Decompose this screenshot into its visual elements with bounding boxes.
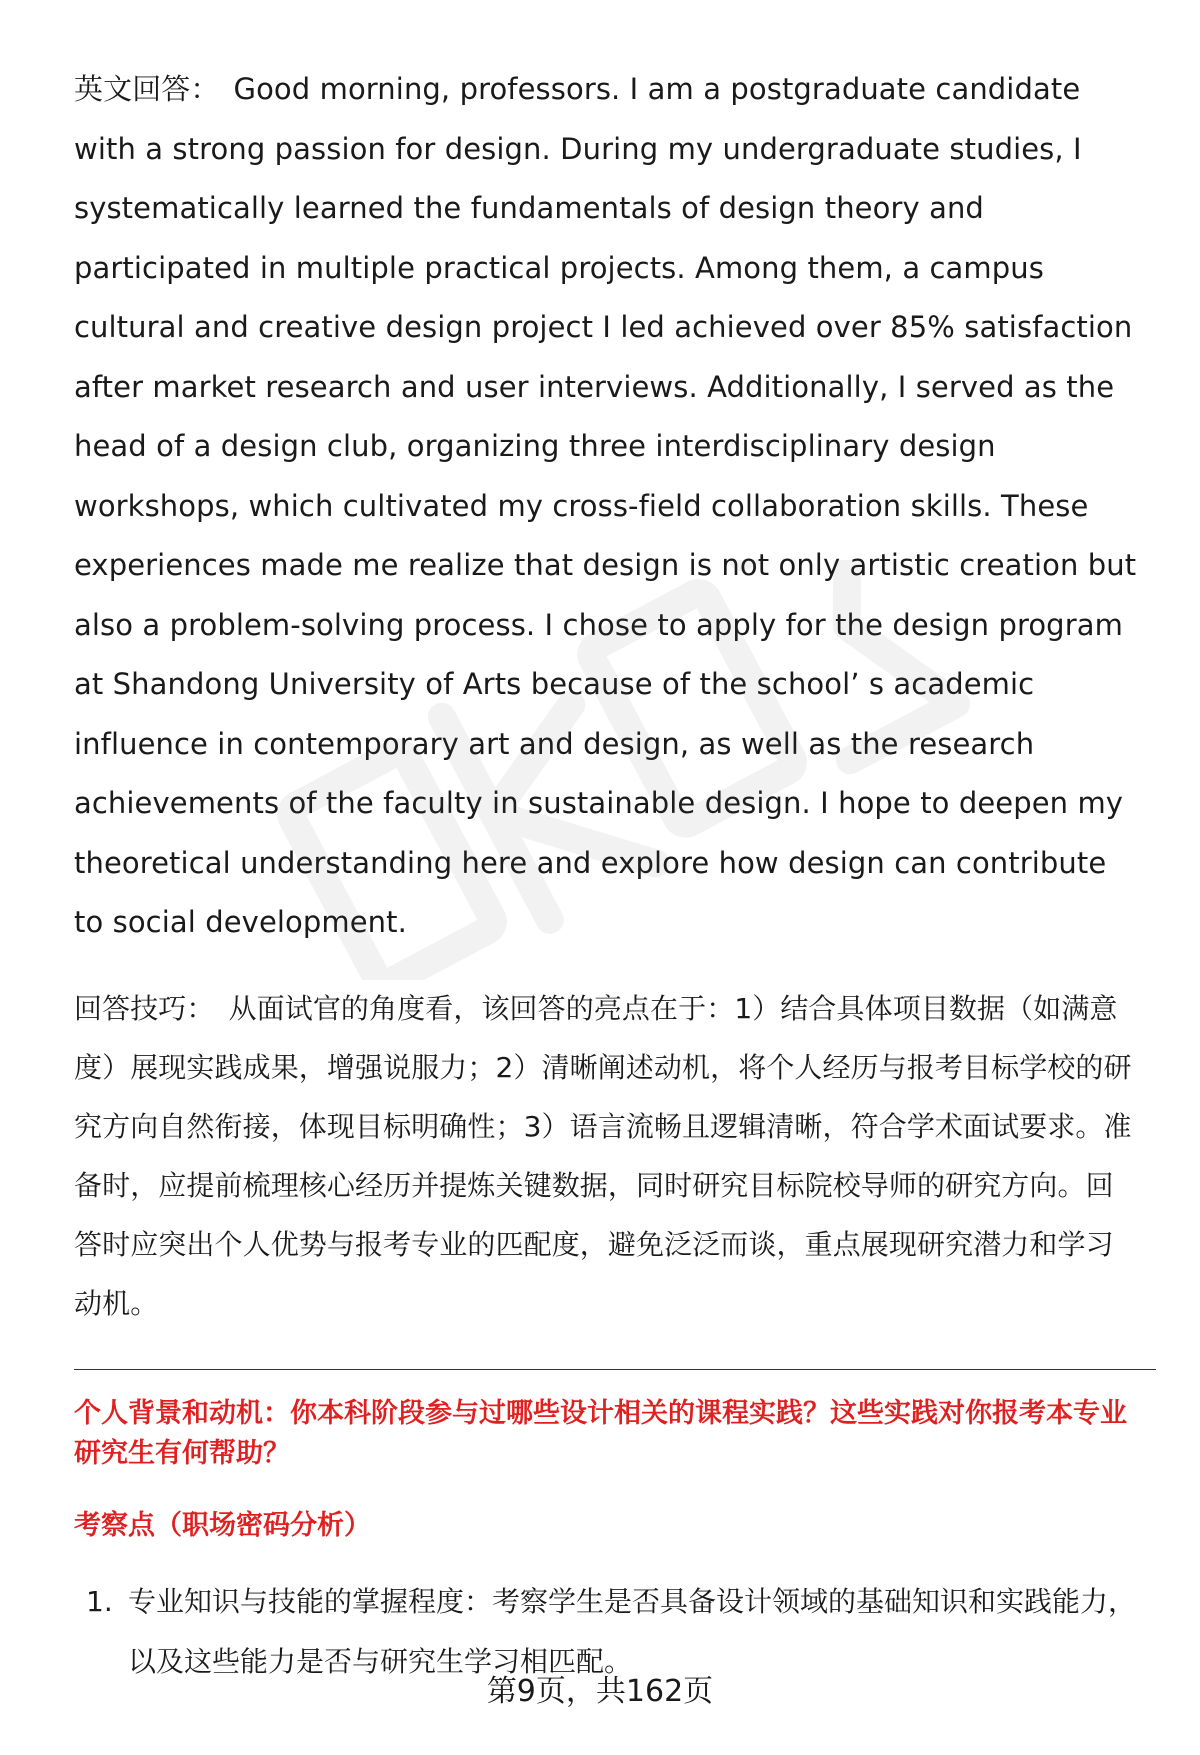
question-heading: 个人背景和动机：你本科阶段参与过哪些设计相关的课程实践？这些实践对你报考本专业研究生有何帮助？	[74, 1397, 1127, 1469]
english-answer-paragraph	[74, 60, 1140, 953]
answer-tips-paragraph	[74, 979, 1140, 1333]
answer-tips-label: 回答技巧：	[74, 991, 215, 1025]
page-footer: 第9页，共162页	[486, 1674, 714, 1709]
answer-tips-text: 从面试官的角度看，该回答的亮点在于：1）结合具体项目数据（如满意度）展现实践成果，增强说服力；2）清晰阐述动机，将个人经历与报考目标学校的研究方向自然衔接，体现目标明确性；3）语言流畅且逻辑清晰，符合学术面试要求。准备时，应提前梳理核心经历并提炼关键数据，同时研究目标院校导师的研究方向。回答时应突出个人优势与报考专业的匹配度，避免泛泛而谈，重点展现研究潜力和学习动机。	[74, 991, 1132, 1320]
english-answer-label: 英文回答：	[74, 72, 220, 106]
section-divider	[74, 1369, 1156, 1370]
list-item-text: 专业知识与技能的掌握程度：考察学生是否具备设计领域的基础知识和实践能力，以及这些能力是否与研究生学习相匹配。	[128, 1584, 1137, 1678]
english-answer-text: Good morning, professors. I am a postgraduate candidate with a strong passion for design. During my undergraduate studies, I systematically learned the fundamentals of design theory and participated in multiple practical projects. Among them, a campus cultural and creative design project I led achieved over 85% satisfaction after market research and user interviews. Additionally, I served as the head of a design club, organizing three interdisciplinary design workshops, which cultivated my cross-field collaboration skills. These experiences made me realize that design is not only artistic creation but also a problem-solving process. I chose to apply for the design program at Shandong University of Arts because of the school’ s academic influence in contemporary art and design, as well as the research achievements of the faculty in sustainable design. I hope to deepen my theoretical understanding here and explore how design can contribute to social development.	[74, 72, 1137, 939]
list-item-number: 1.	[86, 1584, 113, 1618]
section-title: 考察点（职场密码分析）	[74, 1509, 371, 1541]
